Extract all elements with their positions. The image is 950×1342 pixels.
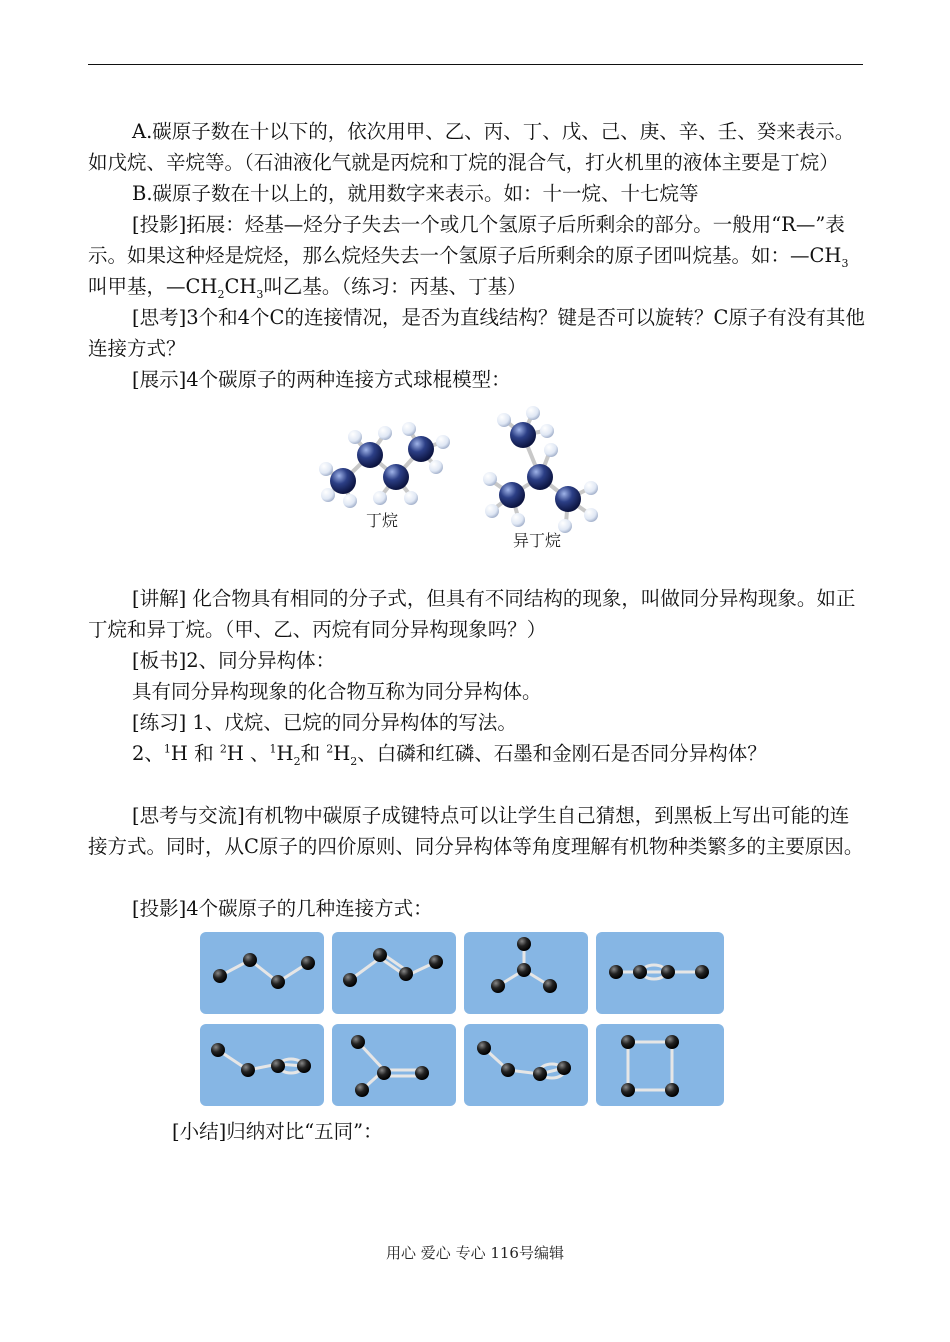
subscript: 2: [217, 287, 225, 301]
text-span: H 和: [170, 742, 220, 765]
paragraph-hydrocarbon-group: [88, 209, 866, 302]
paragraph-exercise-1: [练习] 1、戊烷、已烷的同分异构体的写法。: [132, 711, 517, 734]
header-rule: [88, 64, 863, 65]
subscript: 3: [256, 287, 264, 301]
figure-carbon-connections: [88, 930, 866, 1110]
text-span: H: [333, 742, 351, 765]
paragraph-summary: [小结]归纳对比“五同”：: [172, 1120, 383, 1143]
superscript: 2: [326, 742, 334, 756]
text-span: H 、: [226, 742, 270, 765]
text-span: CH: [224, 275, 257, 298]
superscript: 1: [163, 742, 171, 756]
text-span: 和: [300, 742, 327, 765]
paragraph-show: [展示]4个碳原子的两种连接方式球棍模型：: [132, 368, 511, 391]
paragraph-definition: 具有同分异构现象的化合物互称为同分异构体。: [132, 680, 542, 703]
subscript: 3: [841, 256, 849, 270]
figure-butane-models: [88, 403, 866, 575]
text-span: 叫甲基，—CH: [88, 275, 218, 298]
paragraph-think: [思考]3个和4个C的连接情况，是否为直线结构？键是否可以旋转？C原子有没有其他连接方式？: [88, 306, 865, 360]
carbon-connection-panels-image: [88, 930, 866, 1110]
text-span: 叫乙基。（练习：丙基、丁基）: [263, 275, 527, 298]
document-body: [88, 116, 866, 1147]
paragraph-board: [板书]2、同分异构体：: [132, 649, 336, 672]
text-span: 、白磷和红磷、石墨和金刚石是否同分异构体？: [357, 742, 767, 765]
paragraph-discussion: [思考与交流]有机物中碳原子成键特点可以让学生自己猜想，到黑板上写出可能的连接方式。同时，从C原子的四价原则、同分异构体等角度理解有机物种类繁多的主要原因。: [88, 804, 864, 858]
paragraph-naming-over-ten: B.碳原子数在十以上的，就用数字来表示。如：十一烷、十七烷等: [132, 182, 699, 205]
caption-isobutane: 异丁烷: [513, 531, 562, 550]
spacer: [88, 769, 866, 800]
text-span: 2、: [132, 742, 164, 765]
caption-butane: 丁烷: [366, 511, 399, 530]
subscript: 2: [293, 754, 301, 768]
ball-stick-models-image: [88, 403, 866, 575]
paragraph-explain: [讲解] 化合物具有相同的分子式，但具有不同结构的现象，叫做同分异构现象。如正丁烷和异丁烷。（甲、乙、丙烷有同分异构现象吗？）: [88, 587, 856, 641]
superscript: 1: [269, 742, 277, 756]
text-span: H: [276, 742, 294, 765]
paragraph-projection: [投影]4个碳原子的几种连接方式：: [132, 897, 433, 920]
paragraph-naming-under-ten: A.碳原子数在十以下的，依次用甲、乙、丙、丁、戊、己、庚、辛、壬、癸来表示。如戊烷、辛烷等。（石油液化气就是丙烷和丁烷的混合气，打火机里的液体主要是丁烷）: [88, 120, 855, 174]
superscript: 2: [219, 742, 227, 756]
paragraph-exercise-2: [88, 738, 866, 769]
page-footer: 用心 爱心 专心 116号编辑: [386, 1244, 564, 1262]
subscript: 2: [350, 754, 358, 768]
text-span: [投影]拓展：烃基—烃分子失去一个或几个氢原子后所剩余的部分。一般用“R—”表示。如果这种烃是烷烃，那么烷烃失去一个氢原子后所剩余的原子团叫烷基。如：—CH: [88, 213, 845, 267]
spacer: [88, 862, 866, 893]
